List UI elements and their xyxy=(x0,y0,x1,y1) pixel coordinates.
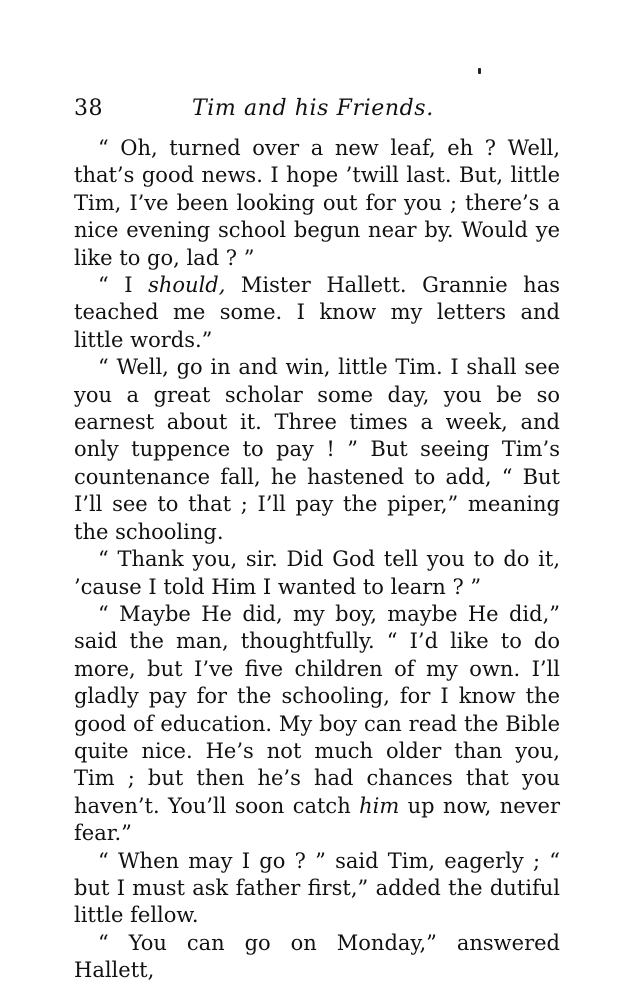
paragraph-text: “ Maybe He did, my boy, maybe He did,” said the man, thoughtfully. “ I’d like to do more, but I’ve five children of my own. I’ll gladly pay for the schooling, for I know the good of education. My boy can read the Bible quite nice. He’s not much older than you, Tim ; but then he’s had chances that you haven’t. You’ll soon catch xyxy=(74,601,560,818)
ink-speck xyxy=(478,68,481,74)
paragraph-text: “ Oh, turned over a new leaf, eh ? Well, that’s good news. I hope ’twill last. But, little Tim, I’ve been looking out for you ; there’s a nice evening school begun near by. Would ye like to go, lad ? ” xyxy=(74,136,560,270)
paragraph xyxy=(74,354,560,546)
italic-emphasis: should, xyxy=(148,273,226,298)
page-header xyxy=(74,96,560,128)
paragraph-text: “ You can go on Monday,” answered Hallett, xyxy=(74,930,560,983)
running-title: Tim and his Friends. xyxy=(192,96,434,121)
paragraph xyxy=(74,272,560,354)
paragraph xyxy=(74,546,560,601)
paragraph-text: “ Well, go in and win, little Tim. I shall see you a great scholar some day, you be so earnest about it. Three times a week, and only tuppence to pay ! ” But seeing Tim’s countenance fall, he hastened to add, “ But I’ll see to that ; I’ll pay the piper,” meaning the schooling. xyxy=(74,355,560,544)
body-text xyxy=(74,135,560,985)
paragraph xyxy=(74,601,560,848)
paragraph-text: “ When may I go ? ” said Tim, eagerly ; “ but I must ask father first,” added the dutiful little fellow. xyxy=(74,848,560,928)
italic-emphasis: him xyxy=(359,793,400,818)
page-number: 38 xyxy=(74,96,103,121)
paragraph-text: Mister Hallett. Grannie has teached me some. I know my letters and little words.” xyxy=(74,273,561,352)
paragraph-text: up now, never fear.” xyxy=(74,793,560,846)
paragraph xyxy=(74,848,560,930)
paragraph xyxy=(74,930,560,985)
paragraph xyxy=(74,135,560,272)
paragraph-text: “ Thank you, sir. Did God tell you to do it, ’cause I told Him I wanted to learn ? ” xyxy=(74,547,560,599)
paragraph-text: “ I xyxy=(98,273,149,298)
